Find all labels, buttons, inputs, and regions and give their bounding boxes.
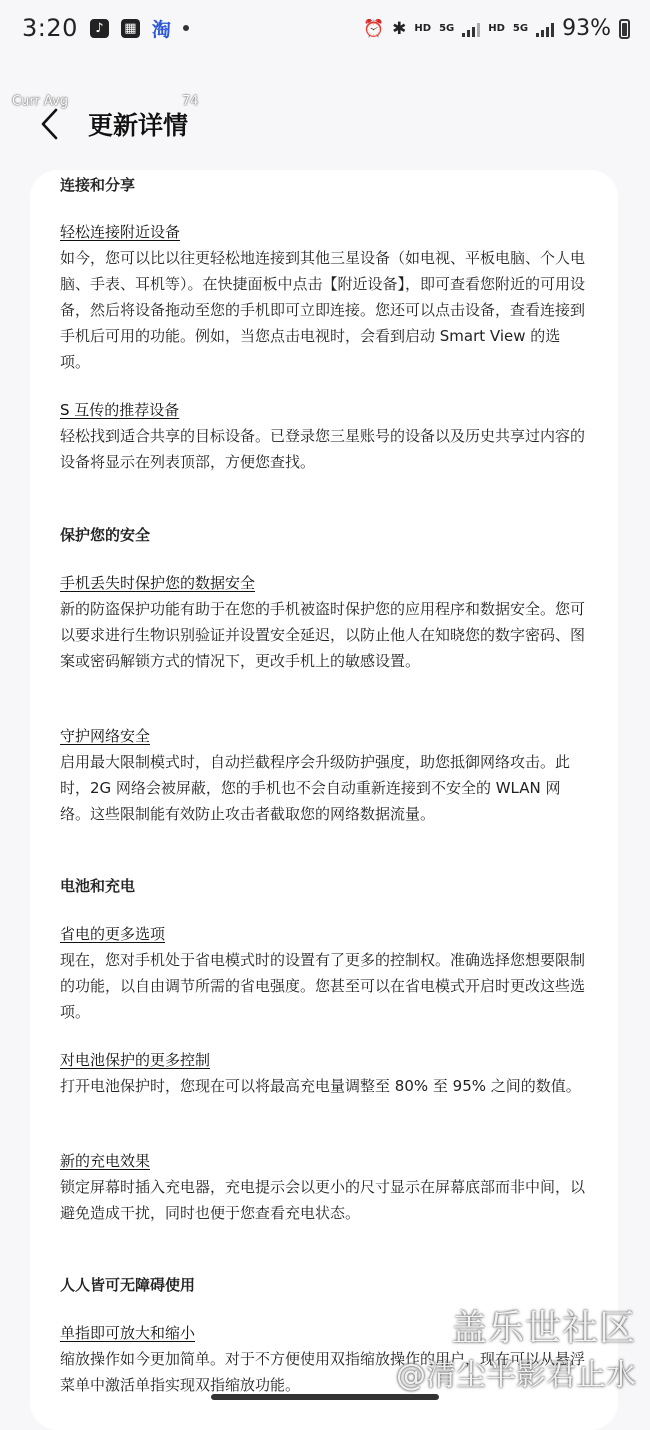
hd-badge-2: HD [488,23,505,34]
feature-theft-protection [60,571,590,674]
watermark-community: 盖乐世社区 [450,1308,636,1349]
network-5g-badge-2: 5G [512,23,529,34]
feature-charging-effect [60,1149,590,1226]
section-title-battery: 电池和充电 [60,877,136,895]
taobao-icon: 淘 [151,18,171,41]
notification-app-icon: ♪ [90,19,109,38]
overlay-curr-avg-label: Curr Avg [12,94,68,109]
feature-body: 如今，您可以比以往更轻松地连接到其他三星设备（如电视、平板电脑、个人电脑、手表、耳机等）。在快捷面板中点击【附近设备】，即可查看您附近的可用设备，然后将设备拖动至您的手机即可立即连接。您还可以点击设备，查看连接到手机后可用的功能。例如，当您点击电视时，会看到启动 Smart View 的选项。 [60,249,586,371]
feature-body: 锁定屏幕时插入充电器，充电提示会以更小的尺寸显示在屏幕底部而非中间，以避免造成干扰，同时也便于您查看充电状态。 [60,1178,586,1222]
back-button[interactable] [32,104,72,144]
overlay-curr-avg-value: 74 [182,94,199,109]
gesture-navigation-handle[interactable] [211,1394,439,1400]
feature-power-saving-options [60,922,590,1025]
feature-title: 对电池保护的更多控制 [60,1051,211,1069]
feature-title: 守护网络安全 [60,727,151,745]
section-title-accessibility: 人人皆可无障碍使用 [60,1276,196,1294]
bluetooth-icon: ✱ [392,18,407,39]
feature-title: 单指即可放大和缩小 [60,1324,196,1342]
watermark-author: @清尘半影君止水 [396,1358,636,1393]
update-details-card[interactable] [30,170,618,1430]
more-notifications-dot-icon [183,25,189,31]
feature-body: 打开电池保护时，您现在可以将最高充电量调整至 80% 至 95% 之间的数值。 [60,1077,581,1095]
status-time: 3:20 [22,14,78,42]
chevron-left-icon [32,104,72,144]
signal-strength-icon-1 [462,21,480,37]
feature-battery-protection [60,1048,590,1099]
feature-title: S 互传的推荐设备 [60,401,180,419]
feature-body: 启用最大限制模式时，自动拦截程序会升级防护强度，助您抵御网络攻击。此时，2G 网络会被屏蔽，您的手机也不会自动重新连接到不安全的 WLAN 网络。这些限制能有效防止攻击者截取您的网络数据流量。 [60,753,571,823]
section-title-security: 保护您的安全 [60,526,151,544]
feature-quick-share-recommended [60,398,590,475]
feature-title: 手机丢失时保护您的数据安全 [60,574,256,592]
gallery-icon: ▦ [121,19,140,38]
network-5g-badge-1: 5G [439,23,455,34]
feature-title: 省电的更多选项 [60,925,166,943]
signal-strength-icon-2 [536,21,554,37]
feature-body: 现在，您对手机处于省电模式时的设置有了更多的控制权。准确选择您想要限制的功能，以自由调节所需的省电强度。您甚至可以在省电模式开启时更改这些选项。 [60,951,586,1021]
battery-percentage: 93% [562,16,611,41]
feature-body: 新的防盗保护功能有助于在您的手机被盗时保护您的应用程序和数据安全。您可以要求进行生物识别验证并设置安全延迟，以防止他人在知晓您的数字密码、图案或密码解锁方式的情况下，更改手机上的敏感设置。 [60,600,586,670]
status-bar [0,0,650,62]
feature-network-security [60,724,590,827]
feature-title: 轻松连接附近设备 [60,223,181,241]
feature-title: 新的充电效果 [60,1152,151,1170]
feature-nearby-devices [60,220,590,375]
battery-icon [619,19,630,39]
alarm-icon: ⏰ [362,18,385,39]
hd-badge-1: HD [414,23,432,34]
section-title-connect-share: 连接和分享 [60,176,136,194]
page-title: 更新详情 [88,111,189,140]
feature-body: 缩放操作如今更加简单。对于不方便使用双指缩放操作的用户，现在可以从悬浮菜单中激活单指实现双指缩放功能。 [60,1350,586,1394]
feature-body: 轻松找到适合共享的目标设备。已登录您三星账号的设备以及历史共享过内容的设备将显示在列表顶部，方便您查找。 [60,427,586,471]
